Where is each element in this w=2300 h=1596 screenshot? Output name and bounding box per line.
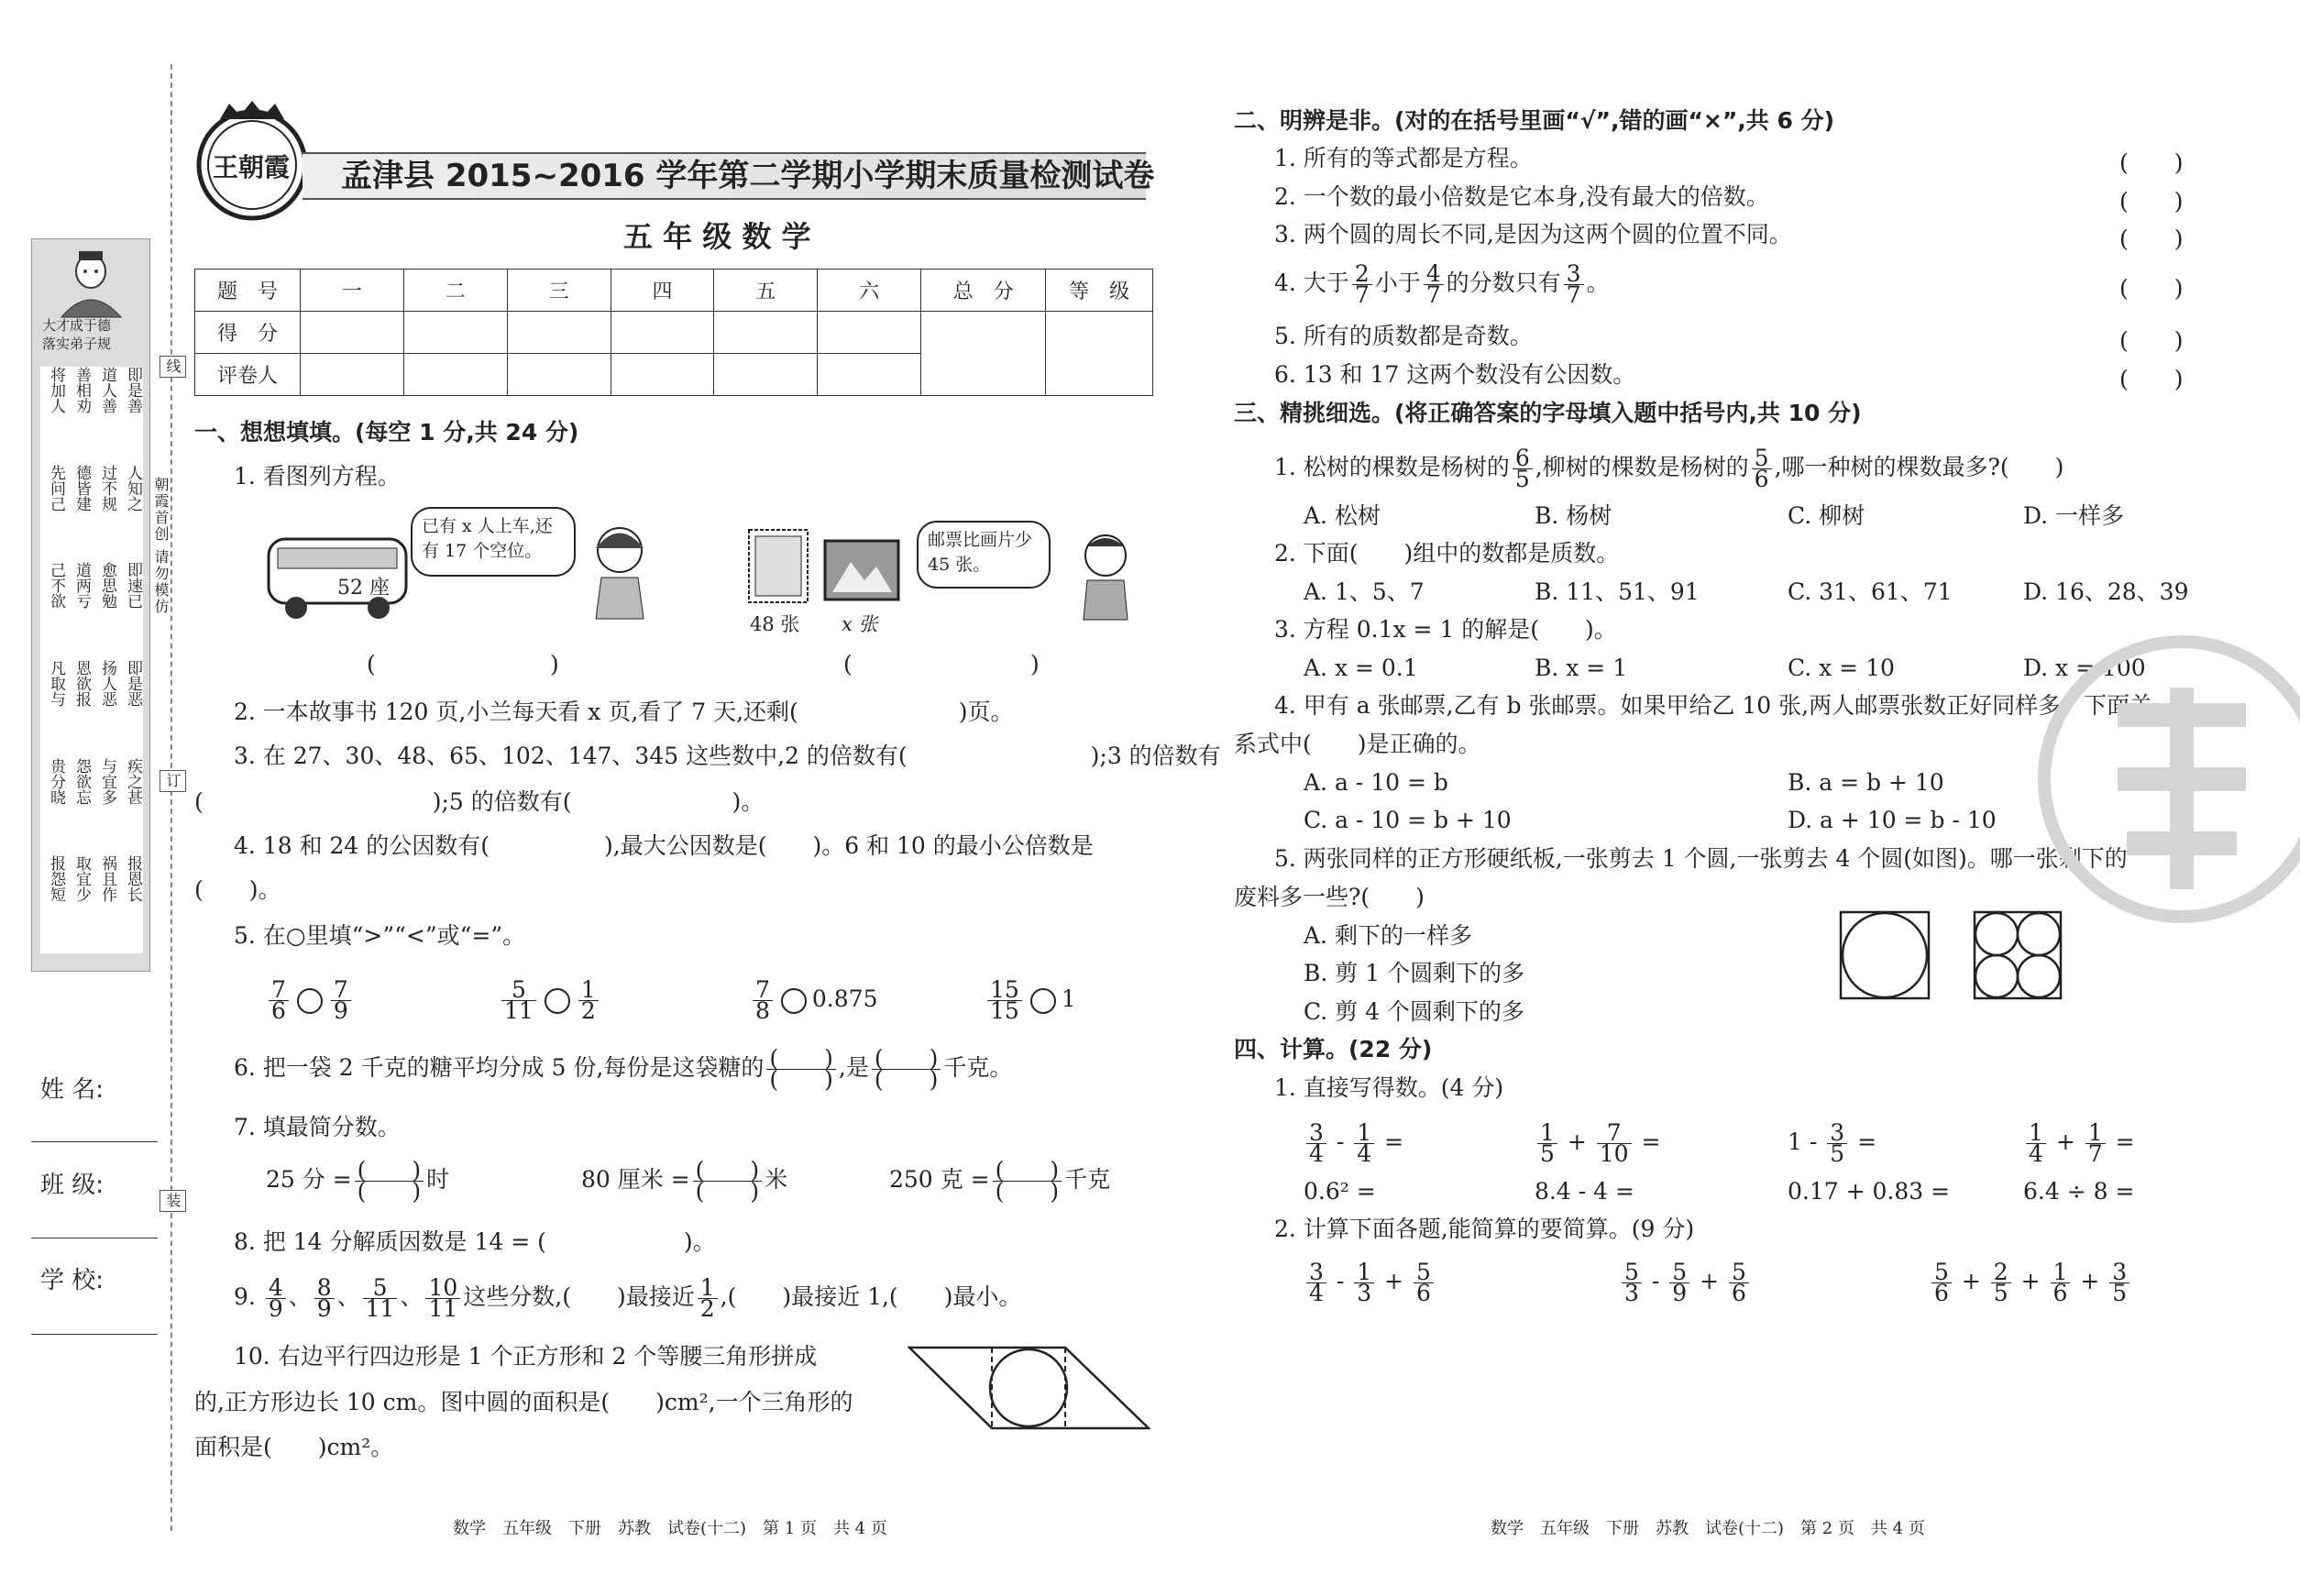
s3-q4-opt-b[interactable]: B. a = b + 10 [1788,769,1944,796]
answer-bracket-4[interactable]: ( ) [2119,275,2184,302]
q6-text-b: ,是 [838,1054,869,1081]
speech-text-2: 邮票比画片少 45 张。 [928,530,1033,575]
s1-q1-blank-left-close: ) [550,651,559,677]
s2-item-2: 2. 一个数的最小倍数是它本身,没有最大的倍数。 [1274,183,1769,210]
compare-circle[interactable] [545,988,570,1014]
calc-3: 1 - $\frac{3}{5}$ = [1788,1119,1877,1167]
maxim: 己不欲 [47,562,65,610]
s1-q7-items-2 [581,1157,787,1203]
s4-q1: 1. 直接写得数。(4 分) [1274,1074,1504,1101]
fraction: $\frac{3}{4}$ [1306,1123,1326,1164]
s1-q4a: 4. 18 和 24 的公因数有( ),最大公因数是( )。6 和 10 的最小公倍数是 [234,832,1094,859]
blank-fraction[interactable]: $\frac{( )}{( )}$ [355,1161,424,1202]
s3-q1-a: 1. 松树的棵数是杨树的 [1274,454,1510,480]
speech-text-1: 已有 x 人上车,还有 17 个空位。 [422,516,553,561]
q9-num: 9. [234,1283,256,1310]
maxims-grid [40,367,143,953]
answer-bracket-5[interactable]: ( ) [2119,327,2184,354]
compare-4 [985,976,1076,1022]
s3-q2-opt-d[interactable]: D. 16、28、39 [2023,578,2189,605]
fraction: $\frac{2}{5}$ [1991,1262,2011,1304]
s1-q5: 5. 在○里填“>”“<”或“=”。 [234,922,526,949]
fraction: $\frac{5}{6}$ [1414,1262,1434,1304]
fraction: $\frac{8}{9}$ [314,1278,335,1319]
calc-expr-3: $\frac{5}{6}$ + $\frac{2}{5}$ + $\frac{1}{6}$ + $\frac{3}{5}$ [1929,1256,2132,1307]
section2-title: 二、明辨是非。(对的在括号里画“√”,错的画“×”,共 6 分) [1234,107,1834,134]
fraction: $\frac{4}{7}$ [1424,264,1444,305]
s3-q1-opt-c[interactable]: C. 柳树 [1788,502,1865,529]
q7-item: 25 分 = [266,1166,352,1193]
blank-fraction[interactable]: $\frac{( )}{( )}$ [872,1049,941,1090]
s1-q10b: 的,正方形边长 10 cm。图中圆的面积是( )cm²,一个三角形的 [194,1389,853,1415]
maxim: 即是善 [124,367,142,413]
section4-title: 四、计算。(22 分) [1234,1036,1433,1062]
maxim: 与宜多 [98,757,116,805]
maxim: 愈思勉 [98,562,116,610]
s3-q5-opt-c[interactable]: C. 剪 4 个圆剩下的多 [1304,998,1524,1025]
maxim: 贵分晓 [47,757,65,805]
s3-q3-opt-b[interactable]: B. x = 1 [1535,655,1628,681]
fraction: $\frac{4}{9}$ [266,1278,286,1319]
s1-q10c: 面积是( )cm²。 [194,1434,394,1460]
s1-q1-blank-left[interactable]: ( [367,651,376,677]
s2-item-4: 4. 大于 $\frac{2}{7}$ 小于 $\frac{4}{7}$ 的分数只有 $\frac{3}{7}$ 。 [1274,260,1610,308]
s3-q5-opt-a[interactable]: A. 剩下的一样多 [1304,922,1472,949]
motto-line-1: 大才成于德 [42,317,112,334]
stamp-count: 48 张 [750,613,800,635]
q7-item: 80 厘米 = [581,1166,690,1193]
score-head: 六 [818,270,921,312]
school-field[interactable] [31,1334,158,1335]
maxim: 德皆建 [72,464,91,512]
compare-2 [499,976,601,1022]
one-circle-square-figure [1839,910,1931,1000]
maxim: 扬人恶 [98,659,116,707]
maxim: 疾之甚 [124,757,142,805]
calc-expr-1: $\frac{3}{4}$ - $\frac{1}{3}$ + $\frac{5}{6}$ [1304,1256,1436,1307]
fraction: $\frac{5}{11}$ [501,980,536,1021]
s3-q1-b: ,柳树的棵数是杨树的 [1535,454,1749,480]
s2-item-3: 3. 两个圆的周长不同,是因为这两个圆的位置不同。 [1274,221,1792,248]
score-table [194,269,1153,396]
s1-q2: 2. 一本故事书 120 页,小兰每天看 x 页,看了 7 天,还剩( )页。 [234,699,1014,725]
grader-cell[interactable] [403,354,507,396]
s3-q1-c: ,哪一种树的棵数最多?( ) [1774,454,2064,480]
score-cell[interactable] [300,312,403,354]
s3-q4a: 4. 甲有 a 张邮票,乙有 b 张邮票。如果甲给乙 10 张,两人邮票张数正好同样多。下面关 [1274,692,2153,719]
compare-circle[interactable] [781,988,807,1014]
q9-mid: 这些分数,( )最接近 [463,1283,695,1310]
score-cell[interactable] [714,312,818,354]
fraction: $\frac{1}{4}$ [1354,1123,1374,1164]
calc-1: $\frac{3}{4}$ - $\frac{1}{4}$ = [1304,1117,1403,1168]
s1-q10a: 10. 右边平行四边形是 1 个正方形和 2 个等腰三角形拼成 [234,1343,818,1370]
maxim: 即是恶 [124,659,142,707]
s3-q3-opt-c[interactable]: C. x = 10 [1788,655,1895,681]
fraction: $\frac{6}{5}$ [1513,448,1533,490]
s1-q7: 7. 填最简分数。 [234,1114,401,1140]
q7-unit: 千克 [1064,1166,1111,1193]
blank-fraction[interactable]: $\frac{( )}{( )}$ [693,1161,763,1202]
s3-q1-opt-b[interactable]: B. 杨树 [1535,502,1612,529]
fraction: $\frac{7}{8}$ [753,980,773,1021]
score-cell[interactable] [507,312,611,354]
name-field[interactable] [31,1141,158,1142]
q9-end: ,( )最接近 1,( )最小。 [720,1283,1022,1310]
compare-value: 0.875 [811,985,878,1012]
answer-bracket-1[interactable]: ( ) [2119,149,2184,176]
maxim: 祸且作 [98,855,116,903]
school-label: 学 校: [40,1267,105,1294]
fraction: $\frac{1}{7}$ [2085,1123,2106,1164]
calc-2: $\frac{1}{5}$ + $\frac{7}{10}$ = [1535,1117,1660,1168]
answer-bracket-3[interactable]: ( ) [2119,226,2184,252]
compare-1 [266,976,354,1022]
s3-q2-opt-b[interactable]: B. 11、51、91 [1535,578,1700,605]
score-cell[interactable] [403,312,507,354]
fraction: $\frac{5}{9}$ [1669,1262,1689,1304]
compare-3 [750,976,877,1022]
class-label: 班 级: [40,1172,105,1199]
q6-text: 6. 把一袋 2 千克的糖平均分成 5 份,每份是这袋糖的 [234,1054,765,1081]
total-cell[interactable] [921,312,1046,396]
calc-4: $\frac{1}{4}$ + $\frac{1}{7}$ = [2023,1117,2135,1168]
score-cell[interactable] [818,312,921,354]
maxim: 过不规 [98,464,116,512]
s3-q4-opt-a[interactable]: A. a - 10 = b [1304,769,1448,796]
fraction: $\frac{5}{6}$ [1752,448,1772,490]
score-head: 一 [300,270,403,312]
grader-cell[interactable] [714,354,818,396]
score-head: 二 [403,270,507,312]
s1-q6 [234,1045,1012,1091]
calc-5: 0.6² = [1304,1178,1376,1205]
s3-q4-opt-d[interactable]: D. a + 10 = b - 10 [1788,807,1997,833]
s3-q5a: 5. 两张同样的正方形硬纸板,一张剪去 1 个圆,一张剪去 4 个圆(如图)。哪一张剩下的 [1274,845,2128,872]
q7-item: 250 克 = [889,1166,990,1193]
s2-q4-text: 4. 大于 [1274,270,1349,296]
answer-bracket-6[interactable]: ( ) [2119,366,2184,392]
section1-title: 一、想想填填。(每空 1 分,共 24 分) [194,419,579,446]
s3-q4b: 系式中( )是正确的。 [1234,731,1481,757]
picture-count: x 张 [842,613,878,635]
seal-char-3: 装 [160,1190,186,1212]
s3-q3: 3. 方程 0.1x = 1 的解是( )。 [1274,616,1617,643]
s1-q4b: ( )。 [194,876,281,903]
fraction: $\frac{1}{2}$ [698,1278,718,1319]
answer-bracket-2[interactable]: ( ) [2119,188,2184,215]
maxim: 善相劝 [72,367,91,413]
s4-q2: 2. 计算下面各题,能简算的要简算。(9 分) [1274,1216,1695,1242]
logo-text: 王朝霞 [213,152,291,182]
s1-q7-items-3 [889,1157,1110,1203]
calc-expr-2: $\frac{5}{3}$ - $\frac{5}{9}$ + $\frac{5}{6}$ [1619,1256,1752,1307]
score-head: 题 号 [195,270,301,312]
score-row-label: 得 分 [195,312,301,354]
bus-seat-label: 52 座 [337,577,390,600]
fraction: $\frac{3}{4}$ [1306,1262,1326,1304]
s3-q4-opt-c[interactable]: C. a - 10 = b + 10 [1304,807,1512,833]
maxim: 将加人 [47,367,65,413]
calc-7: 0.17 + 0.83 = [1788,1178,1951,1205]
section3-title: 三、精挑细选。(将正确答案的字母填入题中括号内,共 10 分) [1234,400,1862,426]
s1-q3b: ( );5 的倍数有( )。 [194,788,765,815]
compare-circle[interactable] [297,988,323,1014]
s2-item-1: 1. 所有的等式都是方程。 [1274,145,1533,171]
s1-q9: 9. $\frac{4}{9}$ 、 $\frac{8}{9}$ 、 $\frac{5}{11}$ 、 $\frac{10}{11}$ 这些分数,( )最接近 $\frac{1}{2}$ ,( )最接近 1,( )最小。 [234,1274,1022,1322]
s3-q5-opt-b[interactable]: B. 剪 1 个圆剩下的多 [1304,960,1525,986]
boy-icon [1069,530,1142,622]
motto-line-2: 落实弟子规 [42,336,112,352]
speech-bubble-2 [917,521,1051,589]
s1-q1: 1. 看图列方程。 [234,463,401,490]
fraction: $\frac{1}{4}$ [2026,1123,2046,1164]
subject-title: 五 年 级 数 学 [623,219,811,254]
maxim: 恩欲报 [72,659,91,707]
fraction: $\frac{2}{7}$ [1352,264,1372,305]
fraction: $\frac{1}{6}$ [2051,1262,2071,1304]
binding-line [171,64,172,1531]
fraction: $\frac{3}{5}$ [1827,1123,1847,1164]
grader-cell[interactable] [611,354,714,396]
girl-icon [583,523,656,623]
fraction: $\frac{10}{11}$ [425,1278,460,1319]
s1-q8: 8. 把 14 分解质因数是 14 = ( )。 [234,1228,716,1255]
s1-q3a: 3. 在 27、30、48、65、102、147、345 这些数中,2 的倍数有( );3 的倍数有 [234,743,1221,769]
s1-q1-blank-right-close: ) [1030,651,1040,677]
calc-6: 8.4 - 4 = [1535,1178,1634,1205]
q6-text-c: 千克。 [943,1054,1013,1081]
compare-circle[interactable] [1030,988,1056,1014]
s3-q1-opt-d[interactable]: D. 一样多 [2023,502,2125,529]
grader-cell[interactable] [507,354,611,396]
score-head: 五 [714,270,818,312]
score-cell[interactable] [611,312,714,354]
maxim: 报怨短 [47,855,65,903]
score-head: 四 [611,270,714,312]
s1-q7-items [266,1157,449,1203]
name-label: 姓 名: [40,1076,105,1104]
s2-q4-tail: 的分数只有 [1446,270,1561,296]
parallelogram-figure [908,1346,1150,1430]
maxim: 报恩长 [124,855,142,903]
maxim: 道人善 [98,367,116,413]
fraction: $\frac{1}{2}$ [578,980,599,1021]
s3-q3-opt-d[interactable]: D. x = 100 [2023,655,2146,681]
s3-q2: 2. 下面( )组中的数都是质数。 [1274,540,1620,567]
blank-fraction[interactable]: $\frac{( )}{( )}$ [993,1161,1062,1202]
maxim: 凡取与 [47,659,65,707]
fraction: $\frac{5}{6}$ [1729,1262,1749,1304]
maxim: 人知之 [124,464,142,512]
watermark-seal-icon [2017,633,2300,926]
score-head: 等 级 [1046,270,1153,312]
fraction: $\frac{5}{3}$ [1622,1262,1642,1304]
q7-unit: 时 [426,1166,450,1193]
fraction: $\frac{15}{15}$ [987,980,1022,1021]
scholar-figure-icon [48,246,135,319]
picture-card-icon [823,539,900,601]
score-row-label: 评卷人 [195,354,301,396]
blank-fraction[interactable]: $\frac{( )}{( )}$ [766,1049,836,1090]
seal-char-1: 线 [160,356,186,378]
seal-char-2: 订 [160,770,186,792]
maxim: 取宜少 [72,855,91,903]
fraction: $\frac{3}{7}$ [1564,264,1584,305]
side-note: 朝霞首创 请勿模仿 [152,477,170,616]
s3-q1 [1274,440,2063,495]
exam-title: 孟津县 2015~2016 学年第二学期小学期末质量检测试卷 [341,158,1155,194]
s3-q5b: 废料多一些?( ) [1234,884,1425,910]
fraction: $\frac{7}{10}$ [1597,1123,1632,1164]
s1-q1-blank-right[interactable]: ( [843,651,853,677]
grader-cell[interactable] [818,354,921,396]
calc-8: 6.4 ÷ 8 = [2023,1178,2135,1205]
s2-q4-mid: 小于 [1374,270,1421,296]
compare-value: 1 [1061,985,1076,1012]
fraction: $\frac{5}{6}$ [1931,1262,1952,1304]
footer-right: 数学 五年级 下册 苏教 试卷(十二) 第 2 页 共 4 页 [1491,1519,1925,1538]
s3-q3-opt-a[interactable]: A. x = 0.1 [1304,655,1418,681]
fraction: $\frac{1}{5}$ [1537,1123,1557,1164]
fraction: $\frac{7}{9}$ [331,980,351,1021]
s3-q2-opt-c[interactable]: C. 31、61、71 [1788,578,1953,605]
fraction: $\frac{3}{5}$ [2109,1262,2129,1304]
s3-q2-opt-a[interactable]: A. 1、5、7 [1304,578,1425,605]
maxim: 道两亏 [72,562,91,610]
grade-cell[interactable] [1046,312,1153,396]
grader-cell[interactable] [300,354,403,396]
speech-bubble-1 [411,507,576,577]
fraction: $\frac{5}{11}$ [363,1278,398,1319]
maxim: 即速已 [124,562,142,610]
score-head: 总 分 [921,270,1046,312]
s3-q1-opt-a[interactable]: A. 松树 [1304,502,1381,529]
footer-left: 数学 五年级 下册 苏教 试卷(十二) 第 1 页 共 4 页 [453,1519,887,1538]
q7-unit: 米 [765,1166,788,1193]
maxim: 怨欲忘 [72,757,91,805]
s2-item-6: 6. 13 和 17 这两个数没有公因数。 [1274,361,1636,388]
stamp-icon [746,527,810,605]
maxim: 先问己 [47,464,65,512]
score-head: 三 [507,270,611,312]
fraction: $\frac{7}{6}$ [269,980,289,1021]
s2-item-5: 5. 所有的质数都是奇数。 [1274,323,1533,349]
fraction: $\frac{1}{3}$ [1354,1262,1374,1304]
